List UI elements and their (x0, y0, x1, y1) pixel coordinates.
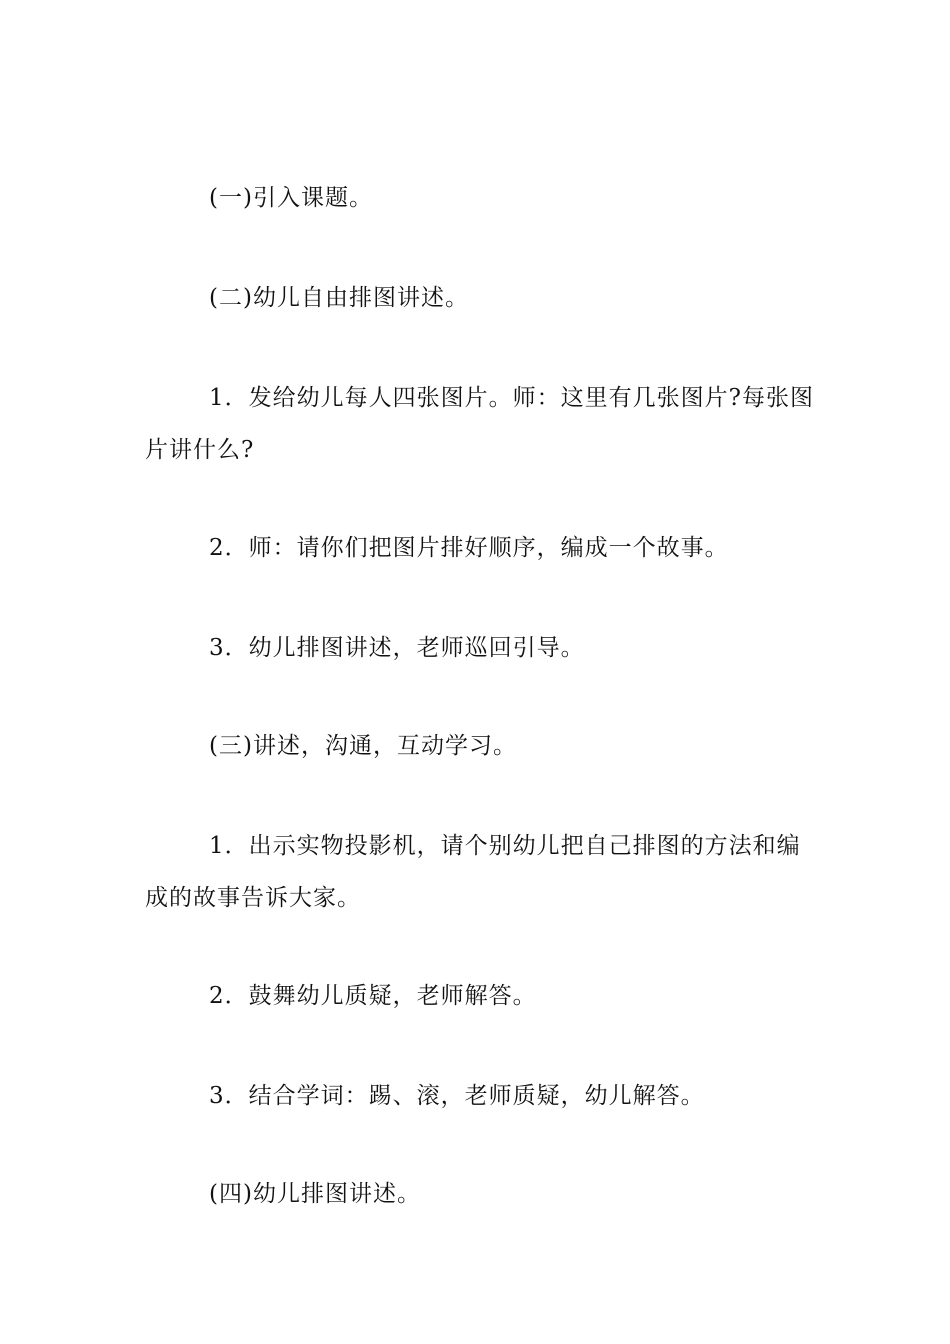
paragraph-step-2b: 2．鼓舞幼儿质疑，老师解答。 (209, 983, 537, 1009)
paragraph-step-1: 1．发给幼儿每人四张图片。师：这里有几张图片?每张图片讲什么? (145, 385, 814, 463)
paragraph-step-3: 3．幼儿排图讲述，老师巡回引导。 (209, 635, 585, 661)
paragraph-step-1b: 1．出示实物投影机，请个别幼儿把自己排图的方法和编成的故事告诉大家。 (145, 833, 801, 911)
section-heading-3: (三)讲述，沟通，互动学习。 (209, 733, 517, 759)
paragraph-step-3b: 3．结合学词：踢、滚，老师质疑，幼儿解答。 (209, 1083, 705, 1109)
paragraph-step-2: 2．师：请你们把图片排好顺序，编成一个故事。 (209, 535, 729, 561)
section-heading-4: (四)幼儿排图讲述。 (209, 1181, 421, 1207)
section-heading-1: (一)引入课题。 (209, 185, 373, 211)
section-heading-2: (二)幼儿自由排图讲述。 (209, 285, 469, 311)
